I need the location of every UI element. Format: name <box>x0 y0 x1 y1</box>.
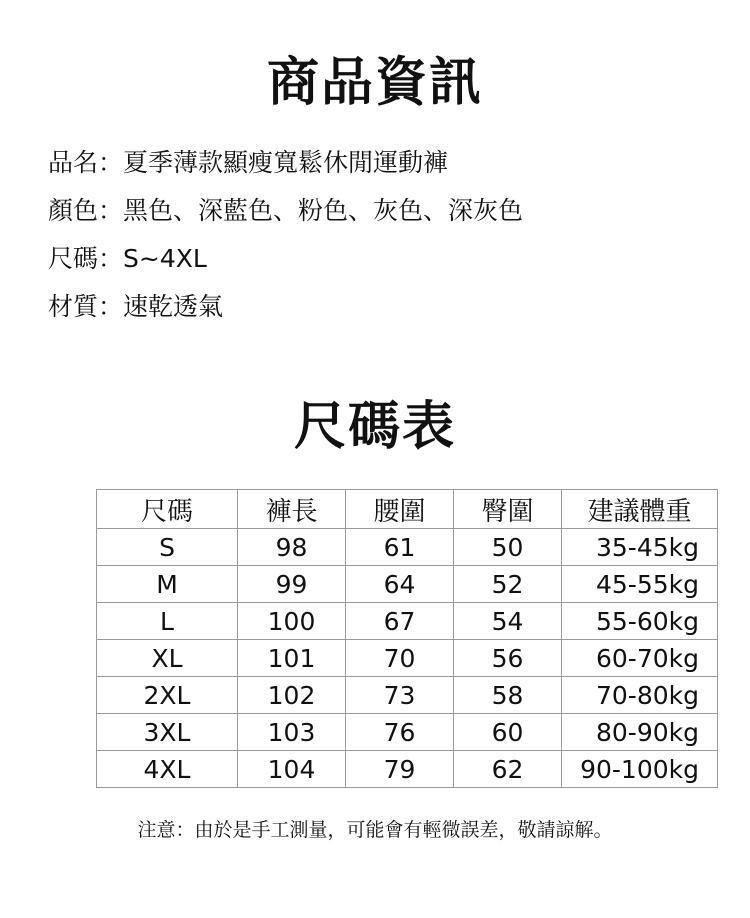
table-cell: 35-45kg <box>562 529 718 566</box>
table-cell: 58 <box>454 677 562 714</box>
size-chart-title: 尺碼表 <box>293 397 456 457</box>
table-cell: 99 <box>238 566 346 603</box>
table-cell: S <box>97 529 238 566</box>
table-cell: XL <box>97 640 238 677</box>
column-header: 建議體重 <box>562 490 718 529</box>
table-cell: 55-60kg <box>562 603 718 640</box>
info-row-color <box>48 192 708 240</box>
table-cell: L <box>97 603 238 640</box>
table-cell: 90-100kg <box>562 751 718 788</box>
table-cell: 45-55kg <box>562 566 718 603</box>
table-cell: 100 <box>238 603 346 640</box>
info-label: 材質： <box>48 292 124 321</box>
table-row <box>97 677 718 714</box>
table-cell: 4XL <box>97 751 238 788</box>
table-row <box>97 603 718 640</box>
table-cell: 76 <box>346 714 454 751</box>
measurement-note: 注意：由於是手工測量，可能會有輕微誤差，敬請諒解。 <box>137 819 613 841</box>
info-label: 顏色： <box>48 196 124 225</box>
column-header: 臀圍 <box>454 490 562 529</box>
info-value: 速乾透氣 <box>123 292 224 321</box>
table-cell: 70 <box>346 640 454 677</box>
table-cell: 50 <box>454 529 562 566</box>
info-row-material <box>48 288 708 336</box>
table-cell: 52 <box>454 566 562 603</box>
table-cell: 60-70kg <box>562 640 718 677</box>
table-cell: 56 <box>454 640 562 677</box>
table-header-row <box>97 490 718 529</box>
table-cell: 102 <box>238 677 346 714</box>
table-row <box>97 751 718 788</box>
table-cell: 103 <box>238 714 346 751</box>
info-row-name <box>48 144 708 192</box>
column-header: 褲長 <box>238 490 346 529</box>
table-cell: 64 <box>346 566 454 603</box>
table-cell: 67 <box>346 603 454 640</box>
table-row <box>97 529 718 566</box>
page-title: 商品資訊 <box>266 53 483 113</box>
table-cell: 2XL <box>97 677 238 714</box>
table-cell: M <box>97 566 238 603</box>
info-label: 品名： <box>48 148 124 177</box>
table-cell: 54 <box>454 603 562 640</box>
table-row <box>97 640 718 677</box>
size-table <box>96 489 718 788</box>
table-cell: 80-90kg <box>562 714 718 751</box>
table-cell: 3XL <box>97 714 238 751</box>
info-row-size <box>48 240 708 288</box>
info-value: 黑色、深藍色、粉色、灰色、深灰色 <box>123 196 524 225</box>
table-cell: 73 <box>346 677 454 714</box>
info-value: S~4XL <box>123 244 207 273</box>
column-header: 腰圍 <box>346 490 454 529</box>
product-info-list <box>48 144 708 336</box>
table-cell: 61 <box>346 529 454 566</box>
table-cell: 70-80kg <box>562 677 718 714</box>
table-cell: 79 <box>346 751 454 788</box>
table-cell: 60 <box>454 714 562 751</box>
info-label: 尺碼： <box>48 244 124 273</box>
table-cell: 62 <box>454 751 562 788</box>
table-row <box>97 714 718 751</box>
table-row <box>97 566 718 603</box>
info-value: 夏季薄款顯瘦寬鬆休閒運動褲 <box>123 148 449 177</box>
column-header: 尺碼 <box>97 490 238 529</box>
table-cell: 101 <box>238 640 346 677</box>
table-cell: 104 <box>238 751 346 788</box>
table-cell: 98 <box>238 529 346 566</box>
